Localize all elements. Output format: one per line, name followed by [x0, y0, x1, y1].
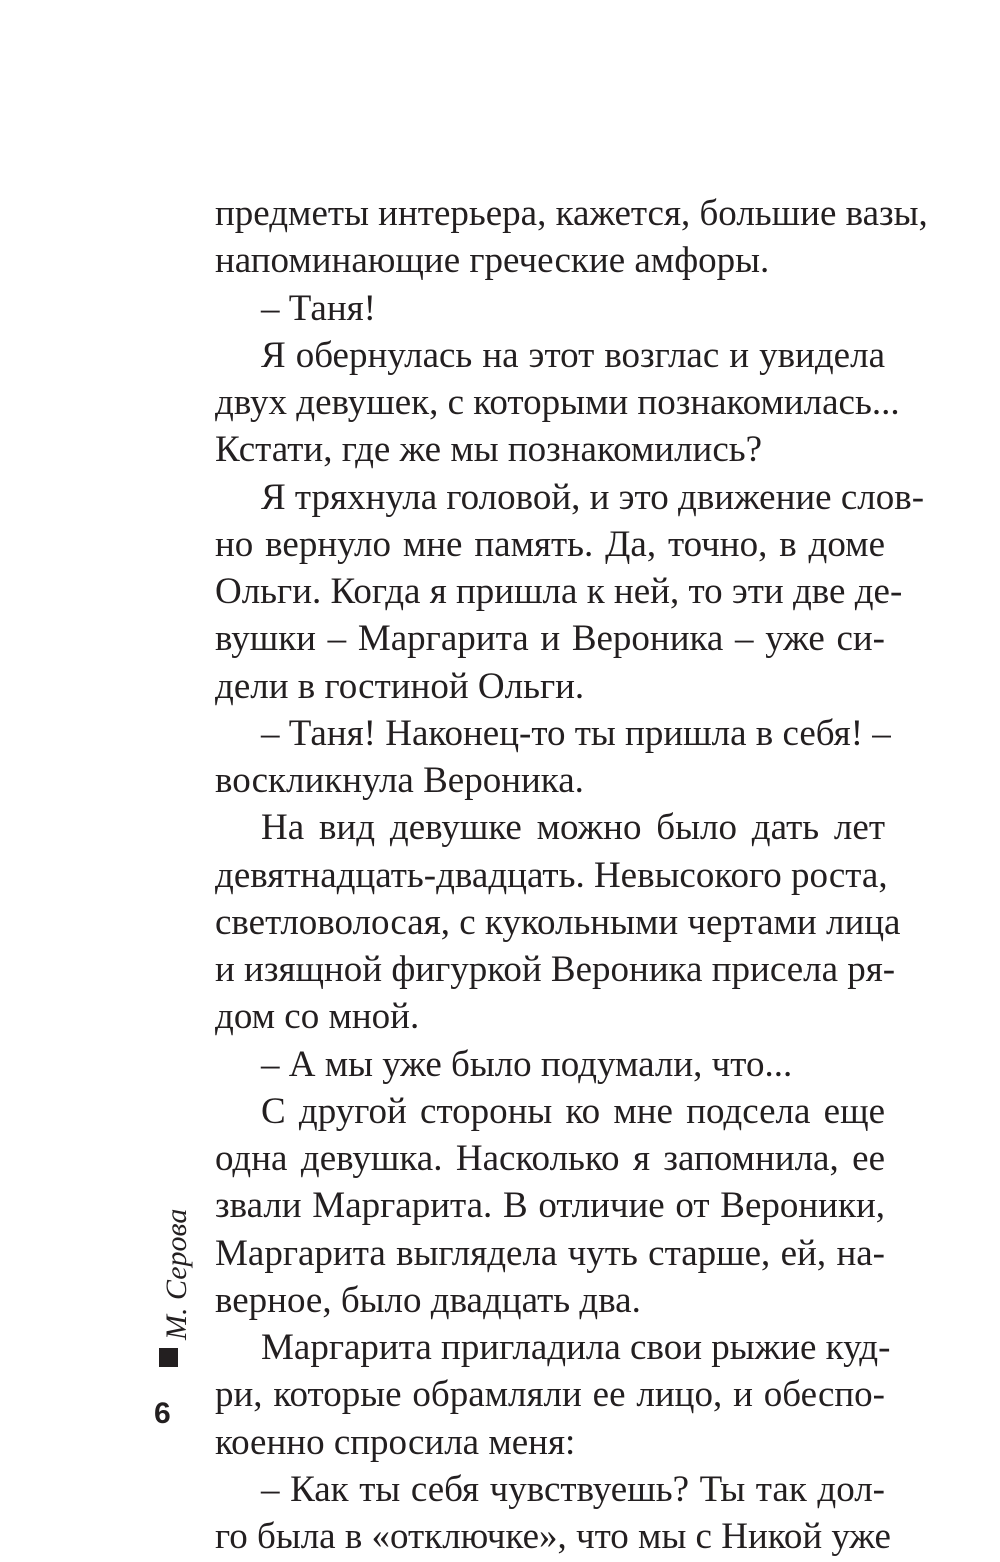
text-line: Маргарита выглядела чуть старше, ей, на-: [215, 1232, 885, 1274]
text-line: но вернуло мне память. Да, точно, в доме: [215, 523, 885, 565]
body-text: [215, 190, 928, 1560]
text-line: девятнадцать-двадцать. Невысокого роста,: [215, 854, 888, 896]
square-marker-icon: [159, 1348, 178, 1367]
text-line: двух девушек, с которыми познакомилась...: [215, 382, 900, 423]
text-line: Кстати, где же мы познакомились?: [215, 429, 763, 471]
text-line: верное, было двадцать два.: [215, 1279, 641, 1321]
text-line: дели в гостиной Ольги.: [215, 665, 585, 707]
text-line: Я тряхнула головой, и это движение слов-: [261, 476, 925, 518]
text-line: предметы интерьера, кажется, большие вазы,: [215, 193, 928, 234]
text-line: ри, которые обрамляли ее лицо, и обеспо-: [215, 1374, 885, 1416]
text-line: Я обернулась на этот возглас и увидела: [261, 334, 885, 376]
text-line: воскликнула Вероника.: [215, 760, 584, 801]
text-line: звали Маргарита. В отличие от Вероники,: [215, 1185, 885, 1227]
text-line: вушки – Маргарита и Вероника – уже си-: [215, 618, 885, 660]
text-line: одна девушка. Насколько я запомнила, ее: [215, 1138, 885, 1179]
text-line: светловолосая, с кукольными чертами лица: [215, 901, 901, 943]
text-line: и изящной фигуркой Вероника присела ря-: [215, 949, 896, 990]
text-line: Маргарита пригладила свои рыжие куд-: [261, 1327, 891, 1368]
text-line: Ольги. Когда я пришла к ней, то эти две де-: [215, 571, 903, 612]
text-line: го была в «отключке», что мы с Никой уже: [215, 1516, 891, 1557]
text-line: – Таня!: [261, 287, 376, 329]
author-name: М. Серова: [160, 1208, 193, 1340]
page-number: 6: [154, 1397, 171, 1430]
text-line: дом со мной.: [215, 996, 420, 1038]
text-line: – А мы уже было подумали, что...: [261, 1043, 793, 1085]
text-line: – Таня! Наконец-то ты пришла в себя! –: [261, 712, 891, 754]
text-line: С другой стороны ко мне подсела еще: [261, 1090, 885, 1132]
text-line: напоминающие греческие амфоры.: [215, 240, 770, 282]
text-line: На вид девушке можно было дать лет: [261, 807, 885, 849]
text-line: – Как ты себя чувствуешь? Ты так дол-: [261, 1468, 885, 1510]
text-line: коенно спросила меня:: [215, 1421, 576, 1463]
